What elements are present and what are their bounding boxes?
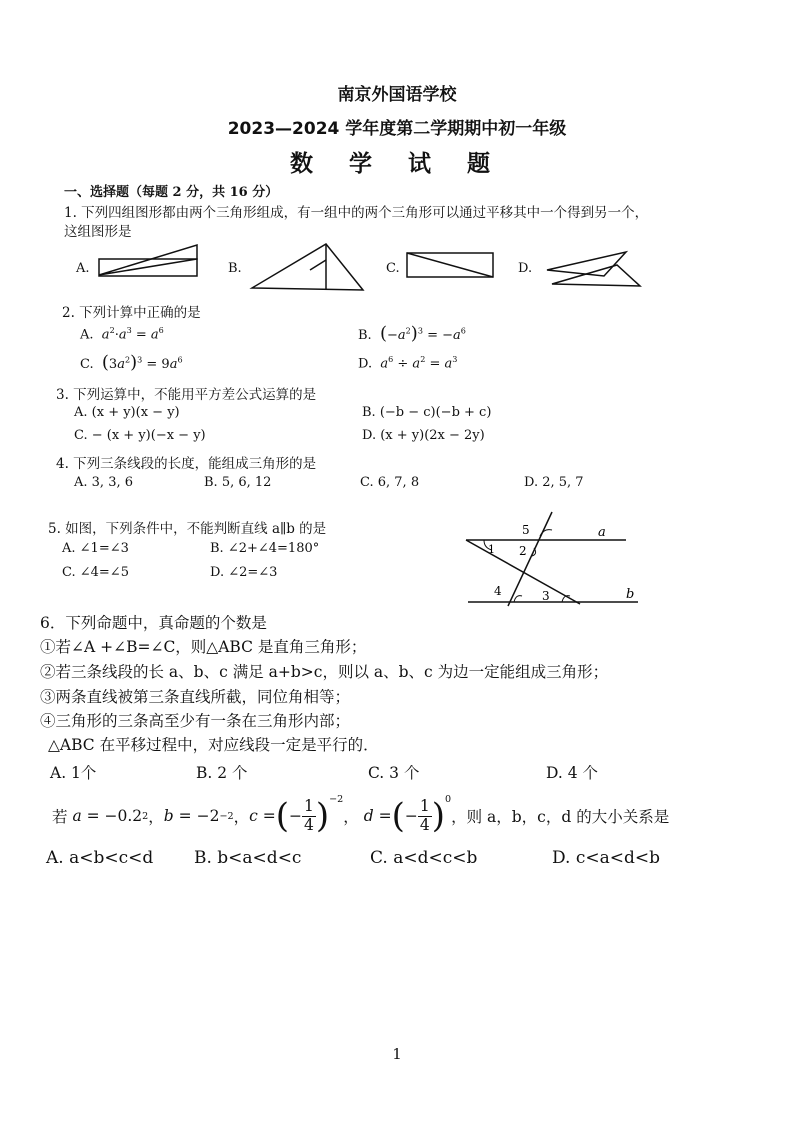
q1-text-line1: 1. 下列四组图形都由两个三角形组成，有一组中的两个三角形可以通过平移其中一个得到另一个， bbox=[64, 205, 649, 221]
page-title: 数 学 试 题 bbox=[289, 151, 505, 177]
q7-option-a: A. a<b<c<d bbox=[46, 848, 154, 868]
q3-option-d: D. (x + y)(2x − 2y) bbox=[362, 428, 485, 443]
q5-option-c: C. ∠4=∠5 bbox=[62, 565, 129, 580]
q6-option-a: A. 1个 bbox=[50, 764, 97, 782]
q1-label-d: D. bbox=[518, 261, 533, 276]
q2-option-d: D. $a^6 \div a^2 = a^3$ bbox=[358, 355, 458, 372]
q6-option-b: B. 2 个 bbox=[196, 764, 248, 782]
q2-option-c: C. $(3a^2)^3 = 9a^6$ bbox=[80, 352, 183, 373]
q5-angle-5: 5 bbox=[522, 523, 530, 537]
term-title: 2023—2024 学年度第二学期期中初一年级 bbox=[227, 119, 567, 139]
q2-option-d-label: D. bbox=[358, 356, 373, 372]
q6-item-3: ③两条直线被第三条直线所截，同位角相等； bbox=[40, 688, 351, 706]
q5-line-b-label: b bbox=[626, 587, 635, 602]
q5-angle-2: 2 bbox=[519, 544, 527, 558]
q2-option-b-label: B. bbox=[358, 328, 372, 343]
q6-item-1: ①若∠A +∠B=∠C，则△ABC 是直角三角形； bbox=[40, 638, 367, 656]
q3-option-c: C. − (x + y)(−x − y) bbox=[74, 428, 206, 443]
q5-option-a: A. ∠1=∠3 bbox=[62, 541, 129, 556]
q1-figure-c bbox=[404, 250, 496, 280]
school-name: 南京外国语学校 bbox=[337, 85, 457, 105]
q2-option-a-label: A. bbox=[80, 327, 94, 343]
q3-option-a: A. (x + y)(x − y) bbox=[74, 405, 180, 420]
q1-figure-a bbox=[96, 243, 202, 281]
q7-suffix: ，则 a，b，c，d 的大小关系是 bbox=[451, 808, 670, 826]
q6-item-2: ②若三条线段的长 a、b、c 满足 a+b>c，则以 a、b、c 为边一定能组成三角形； bbox=[40, 663, 609, 681]
q2-option-a: A. $a^2\cdot a^3 = a^6$ bbox=[80, 326, 164, 343]
q4-stem: 4. 下列三条线段的长度，能组成三角形的是 bbox=[56, 456, 317, 472]
q1-text-line2: 这组图形是 bbox=[64, 224, 132, 240]
q7-prefix: 若 bbox=[52, 808, 68, 826]
q1-figure-d bbox=[544, 248, 644, 290]
q5-option-d: D. ∠2=∠3 bbox=[210, 565, 278, 580]
q6-option-c: C. 3 个 bbox=[368, 764, 420, 782]
q6-stem: 6．下列命题中，真命题的个数是 bbox=[40, 614, 267, 632]
q5-angle-3: 3 bbox=[542, 589, 550, 603]
page-number: 1 bbox=[392, 1045, 402, 1063]
q2-stem: 2. 下列计算中正确的是 bbox=[62, 305, 201, 321]
q5-stem: 5. 如图，下列条件中，不能判断直线 a∥b 的是 bbox=[48, 521, 327, 537]
q7-option-b: B. b<a<d<c bbox=[194, 848, 302, 868]
q2-option-c-label: C. bbox=[80, 357, 94, 372]
q7-option-c: C. a<d<c<b bbox=[370, 848, 478, 868]
q1-figure-b bbox=[250, 240, 368, 294]
q3-stem: 3. 下列运算中，不能用平方差公式运算的是 bbox=[56, 387, 317, 403]
q4-option-c: C. 6, 7, 8 bbox=[360, 475, 420, 490]
q5-option-b: B. ∠2+∠4=180° bbox=[210, 541, 320, 556]
q5-angle-4: 4 bbox=[494, 584, 502, 598]
q3-option-b: B. (−b − c)(−b + c) bbox=[362, 405, 492, 420]
q6-item-5: △ABC 在平移过程中，对应线段一定是平行的． bbox=[48, 736, 379, 754]
q5-figure bbox=[462, 508, 642, 608]
q7-stem: 若 a = −0.2 2 ， b = −2 −2 ， c = ( − $\frac{1}{4}$ ) $^{-2}$ ， d = ( − $\frac{1}{4}$ ) $^0$ ，则 a，b，c，d 的大小关系是 bbox=[52, 794, 670, 836]
q6-option-d: D. 4 个 bbox=[546, 764, 599, 782]
section-title: 一、选择题（每题 2 分，共 16 分） bbox=[64, 185, 279, 200]
q5-angle-1: 1 bbox=[488, 543, 495, 556]
q6-item-4: ④三角形的三条高至少有一条在三角形内部； bbox=[40, 712, 351, 730]
q4-option-a: A. 3, 3, 6 bbox=[74, 475, 133, 490]
q1-label-b: B. bbox=[228, 261, 242, 276]
q1-label-c: C. bbox=[386, 261, 400, 276]
q1-label-a: A. bbox=[76, 261, 90, 276]
q4-option-d: D. 2, 5, 7 bbox=[524, 475, 584, 490]
q4-option-b: B. 5, 6, 12 bbox=[204, 475, 272, 490]
q7-option-d: D. c<a<d<b bbox=[552, 848, 660, 868]
q2-option-b: B. $(-a^2)^3 = -a^6$ bbox=[358, 323, 466, 344]
q5-line-a-label: a bbox=[598, 525, 606, 540]
